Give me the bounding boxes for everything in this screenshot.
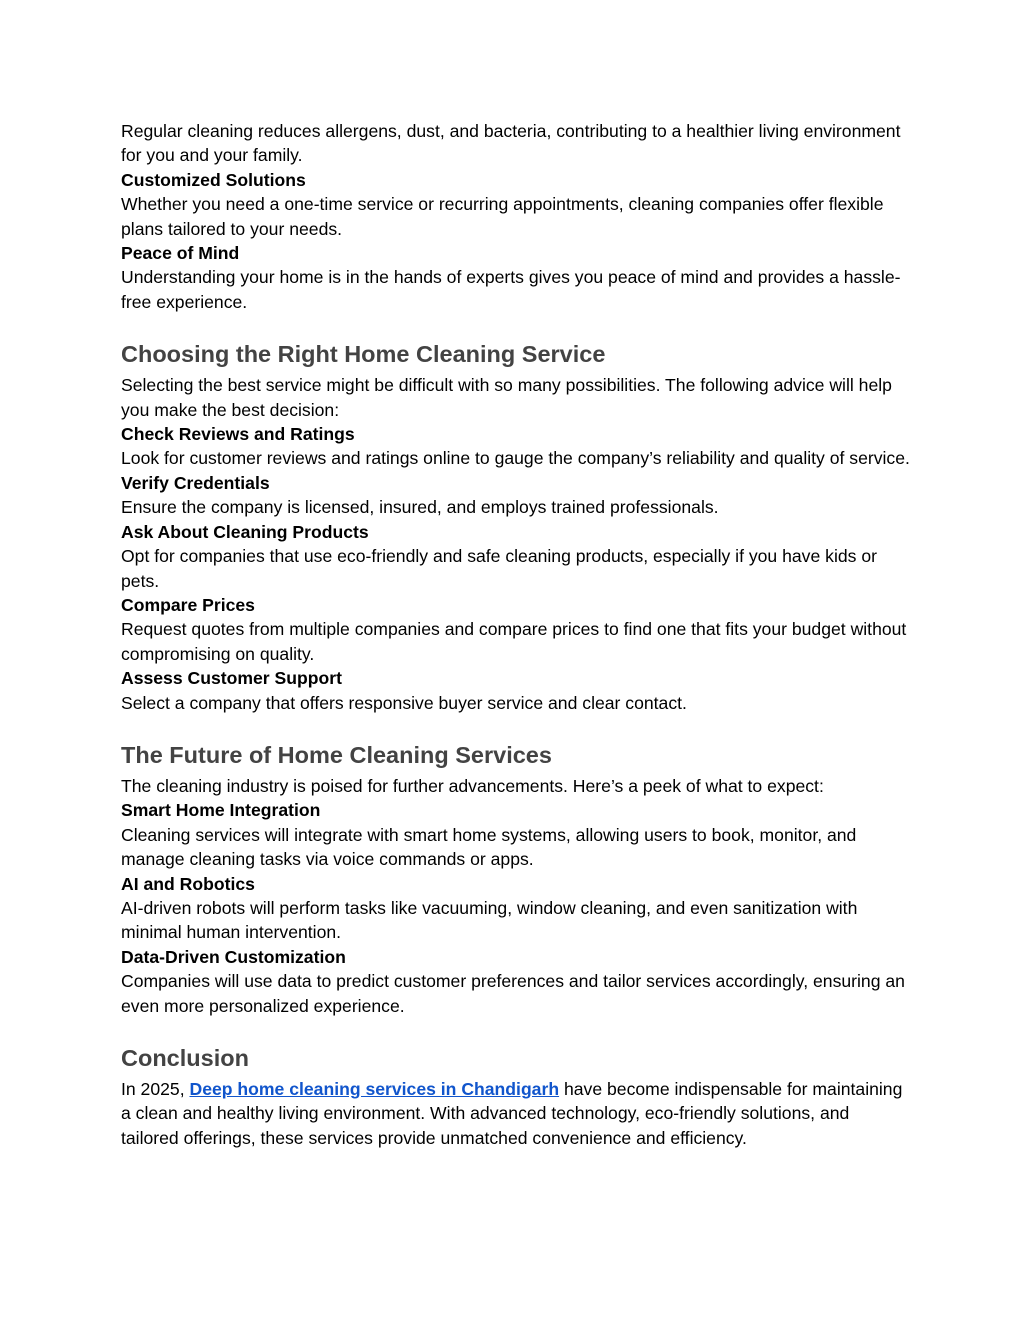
cleaning-products-text: Opt for companies that use eco-friendly and safe cleaning products, especially if you have kids or pets.: [121, 546, 877, 591]
verify-credentials-subheading: Verify Credentials: [121, 472, 270, 493]
customized-solutions-text: Whether you need a one-time service or recurring appointments, cleaning companies offer flexible plans tailored to your needs.: [121, 194, 884, 239]
customer-support-text: Select a company that offers responsive buyer service and clear contact.: [121, 692, 687, 713]
choosing-intro: Selecting the best service might be difficult with so many possibilities. The following advice will help you make the best decision:: [121, 375, 892, 420]
document-page: [121, 119, 911, 1150]
peace-of-mind-text: Understanding your home is in the hands of experts gives you peace of mind and provides a hassle-free experience.: [121, 267, 901, 312]
cleaning-products-subheading: Ask About Cleaning Products: [121, 521, 369, 542]
conclusion-text-after: have become indispensable for maintaining a clean and healthy living environment. With advanced technology, eco-friendly solutions, and tailored offerings, these services provide unmatched convenience and efficiency.: [121, 1079, 903, 1148]
compare-prices-text: Request quotes from multiple companies and compare prices to find one that fits your budget without compromising on quality.: [121, 619, 907, 664]
check-reviews-subheading: Check Reviews and Ratings: [121, 424, 355, 445]
customer-support-subheading: Assess Customer Support: [121, 668, 342, 689]
choosing-heading: Choosing the Right Home Cleaning Service: [121, 341, 606, 368]
conclusion-paragraph: [121, 1077, 911, 1150]
compare-prices-subheading: Compare Prices: [121, 594, 255, 615]
conclusion-text-before: In 2025,: [121, 1079, 190, 1099]
peace-of-mind-subheading: Peace of Mind: [121, 243, 240, 264]
data-driven-text: Companies will use data to predict customer preferences and tailor services accordingly, ensuring an even more personalized experience.: [121, 971, 905, 1016]
smart-home-subheading: Smart Home Integration: [121, 800, 321, 821]
future-intro: The cleaning industry is poised for further advancements. Here’s a peek of what to expect:: [121, 775, 824, 796]
verify-credentials-text: Ensure the company is licensed, insured, and employs trained professionals.: [121, 497, 719, 518]
future-heading: The Future of Home Cleaning Services: [121, 741, 552, 768]
ai-robotics-subheading: AI and Robotics: [121, 873, 255, 894]
chandigarh-cleaning-link[interactable]: Deep home cleaning services in Chandigarh: [189, 1079, 560, 1099]
data-driven-subheading: Data-Driven Customization: [121, 946, 346, 967]
ai-robotics-text: AI-driven robots will perform tasks like vacuuming, window cleaning, and even sanitization with minimal human intervention.: [121, 897, 858, 943]
conclusion-heading: Conclusion: [121, 1045, 249, 1071]
smart-home-text: Cleaning services will integrate with smart home systems, allowing users to book, monitor, and manage cleaning tasks via voice commands or apps.: [121, 824, 857, 870]
health-benefit-text: Regular cleaning reduces allergens, dust, and bacteria, contributing to a healthier living environment for you and your family.: [121, 121, 901, 166]
customized-solutions-subheading: Customized Solutions: [121, 169, 306, 190]
check-reviews-text: Look for customer reviews and ratings online to gauge the company’s reliability and quality of service.: [121, 448, 910, 469]
